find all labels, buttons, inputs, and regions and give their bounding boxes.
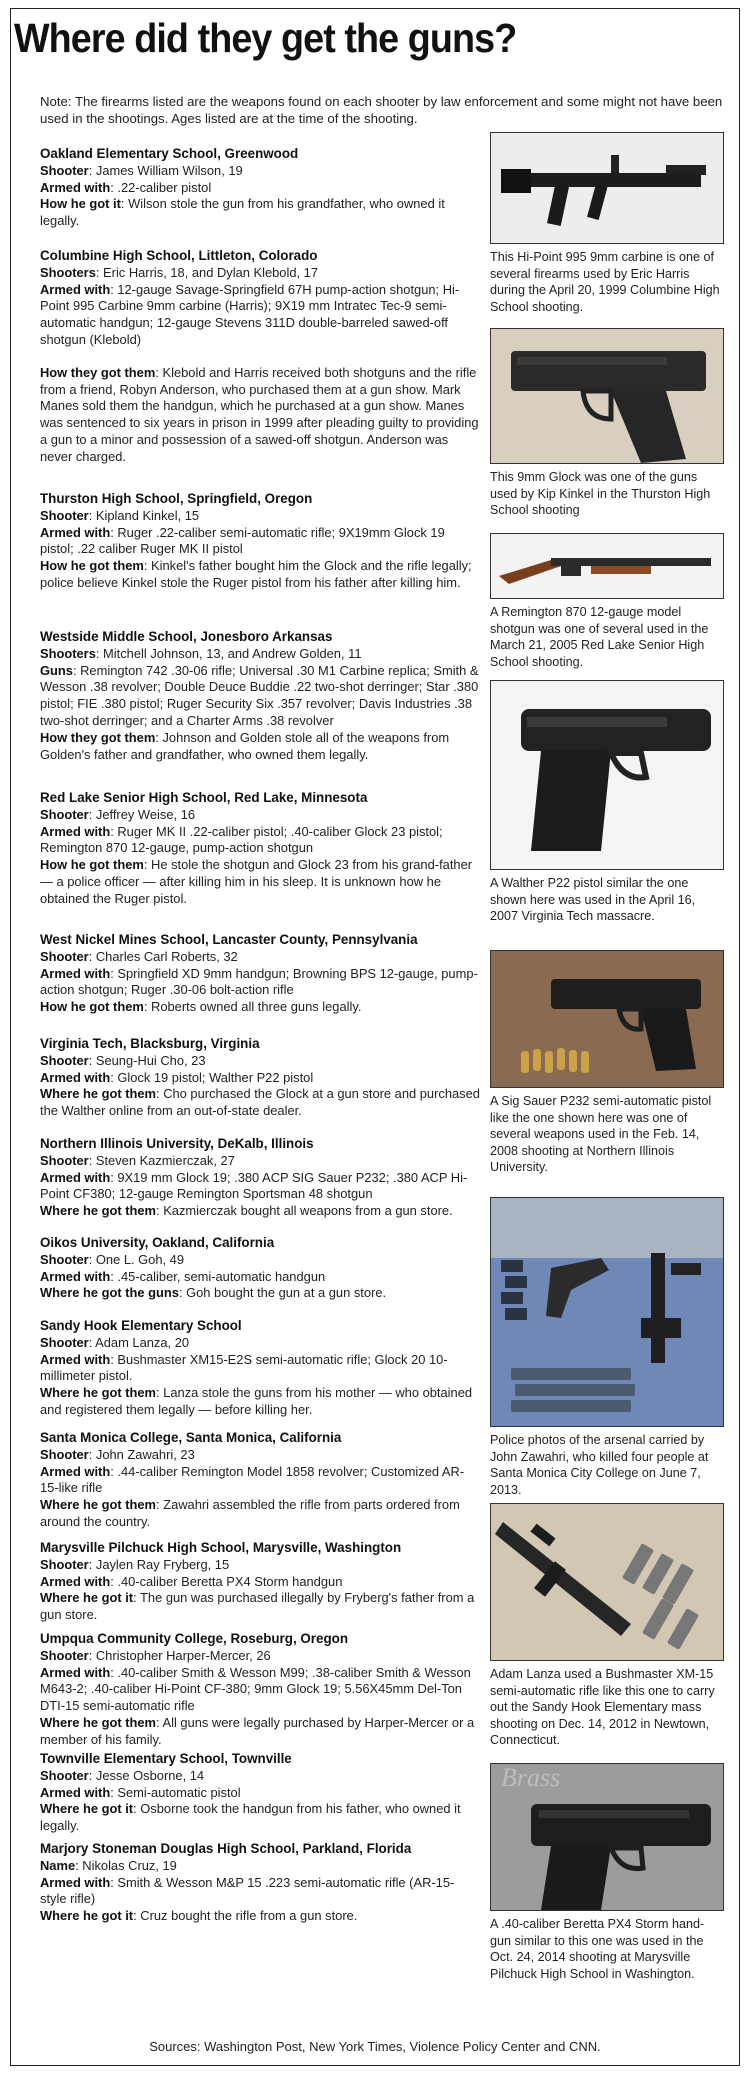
school-name: Townville Elementary School, Townville [40,1751,292,1766]
entry-row [40,1352,480,1386]
row-value: Seung-Hui Cho, 23 [95,1052,206,1068]
row-separator: : [143,857,152,873]
entry-row [40,1053,480,1070]
row-value: Cruz bought the rifle from a gun store. [140,1908,358,1924]
row-value: Zawahri assembled the rifle from parts ordered from around the country. [40,1497,460,1529]
row-label: Shooter [40,1556,89,1572]
photo-caption: Adam Lanza used a Bushmaster XM-15 semi-automatic rifle like this one to carry out the Sandy Hook Elementary mass shooting on Dec. 14, 2012 in Newtown, Connecticut. [490,1667,715,1747]
photo-caption: This 9mm Glock was one of the guns used by Kip Kinkel in the Thurston High School shooting [490,470,711,517]
glock-photo [490,328,724,464]
row-value: .44-caliber Remington Model 1858 revolver; Customized AR-15-like rifle [40,1463,465,1496]
entry-row [40,1665,480,1715]
photo-3 [490,533,724,670]
row-separator: : [95,645,104,661]
photo-1 [490,132,724,315]
entry-row [40,1153,480,1170]
entry-row [40,1768,480,1785]
row-value: Glock 19 pistol; Walther P22 pistol [117,1069,314,1085]
row-separator: : [110,1664,118,1680]
row-label: How he got them [40,999,144,1015]
entry-row [40,999,480,1016]
row-value: Smith & Wesson M&P 15 .223 semi-automatic rifle (AR-15-style rifle) [40,1874,455,1907]
row-value: Kinkel's father bought him the Glock and the rifle legally; police believe Kinkel stole the Ruger pistol from his father after killing him. [40,558,472,590]
entry-row [40,1557,480,1574]
school-name: Marjory Stoneman Douglas High School, Parkland, Florida [40,1841,412,1856]
row-label: Where he got them [40,1203,157,1219]
page-title: Where did they get the guns? [14,15,517,61]
shooting-entry [40,1540,480,1624]
beretta-photo [490,1763,724,1911]
photo-caption: A Walther P22 pistol similar the one shown here was used in the April 16, 2007 Virginia Tech massacre. [490,876,696,923]
row-separator: : [110,1169,118,1185]
row-label: Where he got it [40,1908,134,1924]
row-value: Jeffrey Weise, 16 [95,806,195,822]
row-separator: : [72,662,81,678]
row-label: Shooter [40,1647,89,1663]
row-value: 12-gauge Savage-Springfield 67H pump-action shotgun; Hi-Point 995 Carbine 9mm carbine (Harris); 9X19 mm Intratec Tec-9 semi-automatic handgun; 12-gauge Stevens 311D double-barreled sawed-off shotgun (Klebold) [40,281,460,347]
row-value: Eric Harris, 18, and Dylan Klebold, 17 [103,264,318,280]
entry-row [40,180,480,197]
row-value: James William Wilson, 19 [95,162,243,178]
row-label: Shooter [40,1767,89,1783]
row-label: How they got them [40,729,156,745]
row-label: Shooter [40,806,89,822]
row-label: Armed with [40,1664,111,1680]
row-label: Shooters [40,645,96,661]
row-separator: : [110,965,118,981]
row-value: Kipland Kinkel, 15 [95,507,200,523]
school-name: Umpqua Community College, Roseburg, Oregon [40,1631,349,1646]
school-name: West Nickel Mines School, Lancaster County, Pennsylvania [40,932,418,947]
row-separator: : [110,1268,118,1284]
entry-row [40,282,480,349]
row-separator: : [110,1463,118,1479]
row-label: Shooter [40,1052,89,1068]
row-value: Ruger MK II .22-caliber pistol; .40-caliber Glock 23 pistol; Remington 870 12-gauge, pump-action shotgun [40,823,443,856]
school-name: Red Lake Senior High School, Red Lake, Minnesota [40,790,368,805]
photo-8 [490,1763,724,1982]
row-separator: : [156,1497,164,1513]
row-label: Where he got them [40,1497,157,1513]
row-value: Lanza stole the guns from his mother — who obtained and registered them legally — before killing her. [40,1385,473,1417]
school-name: Sandy Hook Elementary School [40,1318,242,1333]
row-value: All guns were legally purchased by Harper-Mercer or a member of his family. [40,1714,475,1747]
photo-5 [490,950,724,1176]
entry-row [40,1497,480,1531]
row-separator: : [88,1767,96,1783]
row-label: Armed with [40,1463,111,1479]
entry-row [40,966,480,1000]
row-separator: : [88,507,96,523]
school-name: Marysville Pilchuck High School, Marysville, Washington [40,1540,402,1555]
school-name: Virginia Tech, Blacksburg, Virginia [40,1036,260,1051]
row-value: The gun was purchased illegally by Fryberg's father from a gun store. [40,1590,475,1623]
entry-row [40,525,480,559]
row-label: Where he got the guns [40,1285,179,1301]
entry-row [40,1574,480,1591]
shooting-entry [40,1841,480,1925]
row-separator: : [110,1874,118,1890]
row-label: Shooter [40,1152,89,1168]
row-label: Guns [40,662,73,678]
row-separator: : [156,1385,164,1401]
shooting-entry [40,248,480,466]
entry-row [40,807,480,824]
walther-photo [490,680,724,870]
shooting-entry [40,1631,480,1749]
row-separator: : [88,948,96,964]
row-separator: : [133,1908,141,1924]
intro-note: Note: The firearms listed are the weapons found on each shooter by law enforcement and some might not have been used in the shootings. Ages listed are at the time of the shooting. [40,94,723,126]
photo-caption: A .40-caliber Beretta PX4 Storm hand-gun similar to this one was used in the Oct. 24, 2014 shooting at Marysville Pilchuck High School in Washington. [490,1917,705,1981]
row-value: Springfield XD 9mm handgun; Browning BPS 12-gauge, pump-action shotgun; Ruger .30-06 bolt-action rifle [40,965,478,998]
entry-row [40,558,480,592]
entry-row [40,1269,480,1286]
row-label: Armed with [40,1784,111,1800]
row-separator: : [75,1857,83,1873]
row-label: Shooter [40,1446,89,1462]
entry-row [40,1590,480,1624]
row-label: Shooter [40,1334,89,1350]
shooting-entry [40,1318,480,1419]
row-label: Where he got them [40,1385,157,1401]
row-label: Armed with [40,1874,111,1890]
shooting-entry [40,491,480,592]
entry-row [40,196,480,230]
row-separator: : [88,162,96,178]
row-separator: : [88,1647,96,1663]
row-separator: : [110,179,118,195]
row-separator: : [110,524,118,540]
entry-row [40,1858,480,1875]
row-value: Cho purchased the Glock at a gun store and purchased the Walther online from an out-of-state dealer. [40,1086,480,1119]
row-label: Armed with [40,281,111,297]
row-label: Armed with [40,823,111,839]
shooting-entry [40,1235,480,1302]
photo-7 [490,1503,724,1749]
school-name: Thurston High School, Springfield, Oregon [40,491,313,506]
row-label: Where he got them [40,1086,157,1102]
row-separator: : [133,1801,141,1817]
row-separator: : [110,1784,118,1800]
row-label: How he got them [40,558,144,574]
school-name: Columbine High School, Littleton, Colorado [40,248,318,263]
row-separator: : [88,1556,96,1572]
entry-row [40,508,480,525]
entry-row [40,1908,480,1925]
row-value: Roberts owned all three guns legally. [151,999,362,1015]
entry-row [40,663,480,730]
row-separator: : [155,364,163,380]
row-separator: : [110,1351,118,1367]
row-label: Armed with [40,179,111,195]
school-name: Oakland Elementary School, Greenwood [40,146,299,161]
shooting-entry [40,1136,480,1220]
row-label: How he got it [40,196,121,212]
shooting-entry [40,1751,480,1835]
row-separator: : [143,558,152,574]
entry-row [40,730,480,764]
row-value: Remington 742 .30-06 rifle; Universal .30 M1 Carbine replica; Smith & Wesson .38 revolver; Double Deuce Buddie .22 two-shot derringer; Star .380 pistol; FIE .380 pistol; Ruger Security Six .357 revolver; Davis Industries .38 two-shot derringer; and a Charter Arms .38 revolver [40,662,479,728]
entry-row [40,1086,480,1120]
entry-row [40,163,480,180]
shooting-entry [40,932,480,1016]
row-value: Kazmierczak bought all weapons from a gun store. [163,1203,453,1219]
row-value: Charles Carl Roberts, 32 [95,948,238,964]
row-separator: : [143,999,152,1015]
row-value: .40-caliber Beretta PX4 Storm handgun [117,1573,343,1589]
row-separator: : [156,1714,163,1730]
row-separator: : [88,1052,96,1068]
entry-row [40,857,480,907]
row-separator: : [110,281,118,297]
row-separator: : [88,1152,96,1168]
row-label: How he got them [40,857,144,873]
entry-row [40,265,480,282]
shotgun-photo [490,533,724,599]
sources-line: Sources: Washington Post, New York Times, Violence Policy Center and CNN. [149,2039,601,2054]
row-value: John Zawahri, 23 [95,1446,195,1462]
entry-row [40,1464,480,1498]
row-value: Klebold and Harris received both shotguns and the rifle from a friend, Robyn Anderson, who purchased them at a gun show. Mark Manes sold them the handgun, which he purchased at a gun show. Manes was sentenced to six years in prison in 1999 after pleading guilty to providing a gun to a minor and possession of a sawed-off shotgun. Anderson was never charged. [40,364,479,464]
row-separator: : [120,196,129,212]
row-separator: : [110,1573,118,1589]
entry-row [40,1070,480,1087]
row-label: Shooters [40,264,96,280]
row-separator: : [178,1285,187,1301]
entry-row [40,1715,480,1749]
row-value: Ruger .22-caliber semi-automatic rifle; 9X19mm Glock 19 pistol; .22 caliber Ruger MK II pistol [40,524,445,557]
entry-row [40,1170,480,1204]
row-value: Adam Lanza, 20 [95,1334,190,1350]
row-value: Jesse Osborne, 14 [95,1767,205,1783]
row-separator: : [133,1590,141,1606]
sig-sauer-photo [490,950,724,1088]
brass-watermark: Brass [501,1764,561,1792]
row-label: Armed with [40,965,111,981]
row-separator: : [155,729,163,745]
row-value: Steven Kazmierczak, 27 [95,1152,235,1168]
entry-row [40,1285,480,1302]
entry-row [40,1385,480,1419]
entry-row [40,824,480,858]
photo-caption: Police photos of the arsenal carried by John Zawahri, who killed four people at Santa Monica City College on June 7, 2013. [490,1433,709,1497]
row-label: How they got them [40,364,156,380]
photo-caption: A Remington 870 12-gauge model shotgun was one of several used in the March 21, 2005 Red Lake Senior High School shooting. [490,605,709,669]
row-label: Shooter [40,507,89,523]
row-separator: : [88,1251,96,1267]
entry-row [40,1252,480,1269]
shooting-entry [40,790,480,908]
row-separator: : [156,1086,164,1102]
entry-row [40,1801,480,1835]
row-value: Mitchell Johnson, 13, and Andrew Golden, 11 [103,645,362,661]
entry-row [40,1447,480,1464]
bushmaster-photo [490,1503,724,1661]
row-separator: : [88,1446,96,1462]
row-value: .22-caliber pistol [117,179,212,195]
arsenal-photo [490,1197,724,1427]
row-label: Shooter [40,162,89,178]
row-value: .45-caliber, semi-automatic handgun [117,1268,326,1284]
row-label: Shooter [40,1251,89,1267]
row-value: Goh bought the gun at a gun store. [186,1285,387,1301]
carbine-photo [490,132,724,244]
row-separator: : [88,806,96,822]
school-name: Northern Illinois University, DeKalb, Illinois [40,1136,314,1151]
row-separator: : [95,264,104,280]
row-label: Shooter [40,948,89,964]
row-label: Armed with [40,1169,111,1185]
shooting-entry [40,1430,480,1531]
row-label: Armed with [40,524,111,540]
shooting-entry [40,629,480,763]
row-separator: : [110,823,118,839]
entry-row [40,646,480,663]
row-label: Name [40,1857,76,1873]
row-value: He stole the shotgun and Glock 23 from his grand-father — a police officer — after killing him in his sleep. It is unknown how he obtained the Ruger pistol. [40,857,473,906]
row-label: Armed with [40,1573,111,1589]
entry-row [40,1785,480,1802]
row-label: Armed with [40,1351,111,1367]
row-separator: : [156,1203,164,1219]
school-name: Oikos University, Oakland, California [40,1235,275,1250]
row-value: Nikolas Cruz, 19 [82,1857,177,1873]
photo-caption: A Sig Sauer P232 semi-automatic pistol like the one shown here was one of several weapons used in the Feb. 14, 2008 shooting at Northern Illinois University. [490,1094,712,1174]
entry-row [40,365,480,466]
row-value: Bushmaster XM15-E2S semi-automatic rifle; Glock 20 10-millimeter pistol. [40,1351,448,1384]
school-name: Santa Monica College, Santa Monica, California [40,1430,342,1445]
row-separator: : [88,1334,96,1350]
shooting-entry [40,146,480,230]
row-value: Johnson and Golden stole all of the weapons from Golden's father and grandfather, who owned them legally. [40,729,450,762]
row-value: Osborne took the handgun from his father, who owned it legally. [40,1801,461,1834]
entry-row [40,1335,480,1352]
row-label: Where he got them [40,1714,157,1730]
row-value: Jaylen Ray Fryberg, 15 [95,1556,230,1572]
row-value: Wilson stole the gun from his grandfather, who owned it legally. [40,196,445,229]
row-value: One L. Goh, 49 [95,1251,185,1267]
entry-row [40,1648,480,1665]
photo-caption: This Hi-Point 995 9mm carbine is one of several firearms used by Eric Harris during the April 20, 1999 Columbine High School shooting. [490,250,720,314]
entry-row [40,949,480,966]
entry-row [40,1203,480,1220]
row-label: Armed with [40,1268,111,1284]
row-separator: : [110,1069,118,1085]
row-value: Christopher Harper-Mercer, 26 [95,1647,271,1663]
row-value: 9X19 mm Glock 19; .380 ACP SIG Sauer P232; .380 ACP Hi-Point CF380; 12-gauge Remington Sportsman 48 shotgun [40,1169,468,1202]
row-label: Where he got it [40,1590,134,1606]
row-label: Armed with [40,1069,111,1085]
entry-row [40,1875,480,1909]
row-label: Where he got it [40,1801,134,1817]
row-value: Semi-automatic pistol [117,1784,241,1800]
photo-2 [490,328,724,519]
photo-4 [490,680,724,925]
row-value: .40-caliber Smith & Wesson M99; .38-caliber Smith & Wesson M643-2; .40-caliber Hi-Point CF-380; 9mm Glock 19; 5.56X45mm Del-Ton DTI-15 semi-automatic rifle [40,1664,471,1714]
shooting-entry [40,1036,480,1120]
school-name: Westside Middle School, Jonesboro Arkansas [40,629,333,644]
photo-6 [490,1197,724,1498]
